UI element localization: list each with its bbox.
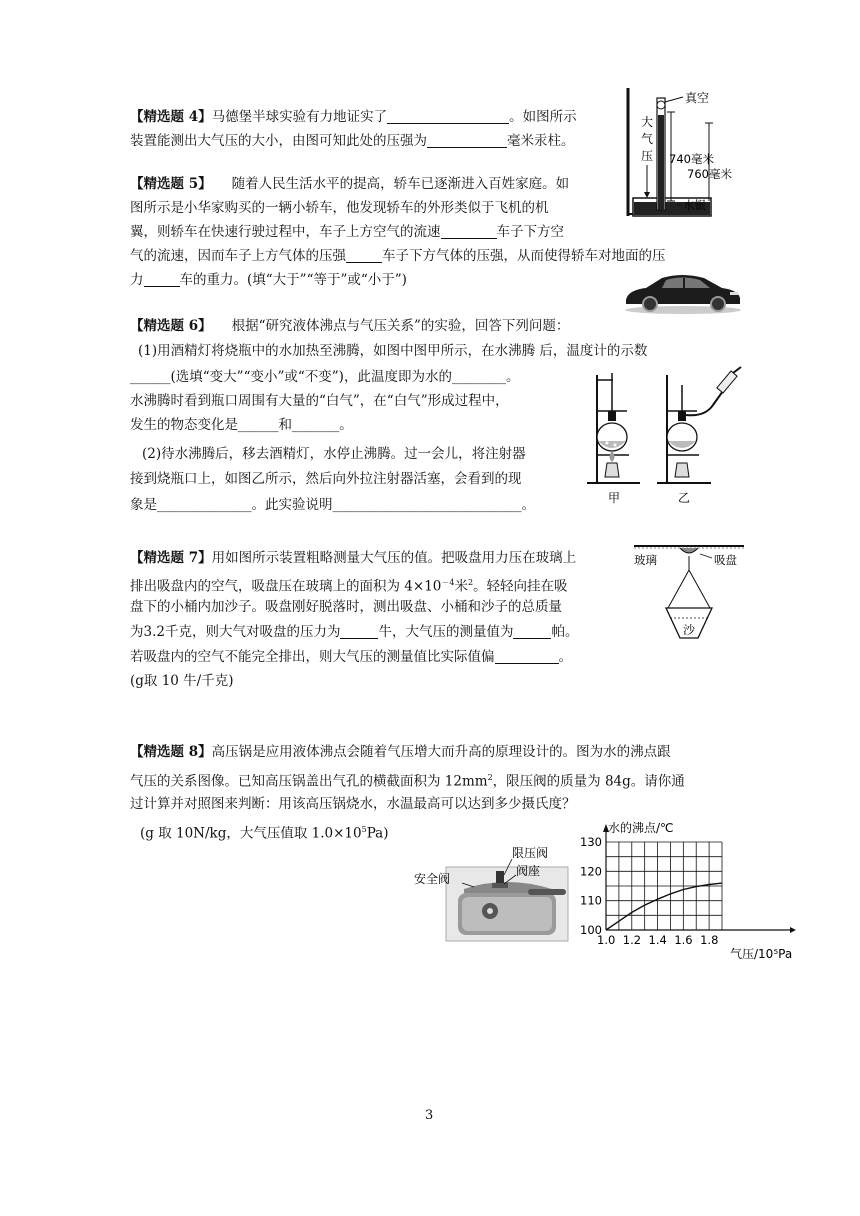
series-line bbox=[606, 883, 722, 930]
answer-blank[interactable] bbox=[387, 107, 509, 124]
q7-tag: 【精选题 7】 bbox=[130, 550, 212, 566]
q6-line6: (2)待水沸腾后，移去酒精灯，水停止沸腾。过一会儿，将注射器 bbox=[142, 446, 526, 462]
q6-tag: 【精选题 6】 bbox=[130, 318, 212, 334]
svg-text:压: 压 bbox=[641, 149, 654, 163]
q4-line1: 【精选题 4】马德堡半球实验有力地证实了 。如图所示 bbox=[130, 109, 577, 125]
answer-blank[interactable] bbox=[441, 222, 497, 239]
q4-tag: 【精选题 4】 bbox=[130, 109, 212, 125]
page-number: 3 bbox=[425, 1108, 434, 1123]
q8-line4: (g 取 10N/kg，大气压值取 $1.0\times 10^5Pa$) bbox=[140, 825, 389, 842]
safety-label: 安全阀 bbox=[414, 872, 451, 886]
q6-line5: 发生的物态变化是______和_______。 bbox=[130, 417, 353, 433]
q7-line6: (g取 10 牛/千克) bbox=[130, 673, 234, 689]
valve-label: 限压阀 bbox=[512, 846, 549, 860]
svg-text:气: 气 bbox=[641, 132, 654, 146]
answer-blank[interactable] bbox=[427, 131, 507, 148]
cup-label: 吸盘 bbox=[714, 553, 737, 567]
x-tick-label: 1.4 bbox=[648, 933, 667, 947]
q7-line4: 为3.2千克，则大气对吸盘的压力为 牛，大气压的测量值为 帕。 bbox=[130, 624, 579, 640]
suction-cup-figure bbox=[632, 540, 747, 655]
chart-ylabel: 水的沸点/℃ bbox=[608, 821, 674, 835]
q6-line2: (1)用酒精灯将烧瓶中的水加热至沸腾，如图中图甲所示，在水沸腾 后，温度计的示数 bbox=[138, 343, 648, 359]
svg-text:大: 大 bbox=[641, 115, 654, 129]
chart-xlabel: 气压/10⁵Pa bbox=[730, 947, 793, 961]
boiling-apparatus-figure bbox=[585, 365, 745, 510]
q8-line1: 【精选题 8】高压锅是应用液体沸点会随着气压增大而升高的原理设计的。图为水的沸点跟 bbox=[130, 744, 671, 760]
answer-blank[interactable] bbox=[346, 246, 382, 263]
x-axis-arrow bbox=[790, 927, 796, 933]
q7-line1: 【精选题 7】用如图所示装置粗略测量大气压的值。把吸盘用力压在玻璃上 bbox=[130, 550, 577, 566]
chart-series bbox=[606, 883, 722, 930]
seat-label: 阀座 bbox=[516, 864, 541, 878]
q5-line1: 【精选题 5】 随着人民生活水平的提高，轿车已逐渐进入百姓家庭。如 bbox=[130, 176, 570, 192]
q6-line8: 象是______________。此实验说明____________________________。 bbox=[130, 497, 535, 513]
q5-line2: 图所示是小华家购买的一辆小轿车，他发现轿车的外形类似于飞机的机 bbox=[130, 200, 549, 216]
answer-blank[interactable] bbox=[495, 647, 559, 664]
answer-blank[interactable] bbox=[144, 270, 180, 287]
pressure-cooker-figure bbox=[412, 845, 570, 945]
q5-line3: 翼，则轿车在快速行驶过程中，车子上方空气的流速 车子下方空 bbox=[130, 224, 564, 240]
q4-line2: 装置能测出大气压的大小，由图可知此处的压强为 毫米汞柱。 bbox=[130, 133, 575, 149]
y-tick-label: 120 bbox=[580, 864, 602, 879]
vacuum-label: 真空 bbox=[685, 91, 710, 105]
sand-label: 沙 bbox=[683, 623, 696, 637]
torricelli-figure bbox=[625, 88, 745, 218]
fig-label-jia: 甲 bbox=[608, 491, 621, 505]
q7-line2: 排出吸盘内的空气，吸盘压在玻璃上的面积为 $4\times 10^{-4}$米$^2$。轻轻向挂在吸 bbox=[130, 578, 568, 595]
x-tick-label: 1.0 bbox=[597, 933, 616, 947]
q6-line1: 【精选题 6】 根据“研究液体沸点与气压关系”的实验，回答下列问题： bbox=[130, 318, 570, 334]
y-tick-label: 100 bbox=[580, 923, 602, 937]
x-tick-label: 1.6 bbox=[674, 933, 693, 947]
glass-label: 玻璃 bbox=[634, 553, 657, 567]
answer-blank[interactable] bbox=[513, 622, 551, 639]
q5-line5: 力 车的重力。(填“大于”“等于”或“小于”) bbox=[130, 272, 407, 288]
car-image bbox=[622, 270, 744, 314]
q7-line5: 若吸盘内的空气不能完全排出，则大气压的测量值比实际值偏 。 bbox=[130, 649, 572, 665]
q8-line3: 过计算并对照图来判断：用该高压锅烧水，水温最高可以达到多少摄氏度？ bbox=[130, 796, 576, 812]
y-tick-label: 130 bbox=[580, 835, 602, 849]
mercury-label: 水银 bbox=[683, 198, 706, 212]
h760-label: 760毫米 bbox=[687, 167, 732, 181]
q5-tag: 【精选题 5】 bbox=[130, 176, 212, 192]
boiling-point-chart bbox=[572, 818, 797, 968]
q6-line3: ______(选填“变大”“变小”或“不变”)，此温度即为水的________。 bbox=[130, 369, 520, 385]
x-tick-label: 1.8 bbox=[700, 933, 719, 947]
q8-tag: 【精选题 8】 bbox=[130, 744, 212, 760]
chart-grid bbox=[603, 824, 796, 933]
q6-line7: 接到烧瓶口上，如图乙所示，然后向外拉注射器活塞，会看到的现 bbox=[130, 471, 522, 487]
q7-line3: 盘下的小桶内加沙子。吸盘刚好脱落时，测出吸盘、小桶和沙子的总质量 bbox=[130, 599, 562, 615]
h740-label: 740毫米 bbox=[669, 152, 714, 166]
answer-blank[interactable] bbox=[340, 622, 378, 639]
y-tick-label: 110 bbox=[580, 893, 602, 908]
x-tick-label: 1.2 bbox=[622, 933, 642, 947]
q5-line4: 气的流速，因而车子上方气体的压强 车子下方气体的压强，从而使得轿车对地面的压 bbox=[130, 248, 666, 264]
fig-label-yi: 乙 bbox=[678, 491, 691, 505]
q8-line2: 气压的关系图像。已知高压锅盖出气孔的横截面积为 $12mm^2$，限压阀的质量为 84g。请你通 bbox=[130, 773, 685, 790]
q6-line4: 水沸腾时看到瓶口周围有大量的“白气”，在“白气”形成过程中， bbox=[130, 393, 509, 409]
